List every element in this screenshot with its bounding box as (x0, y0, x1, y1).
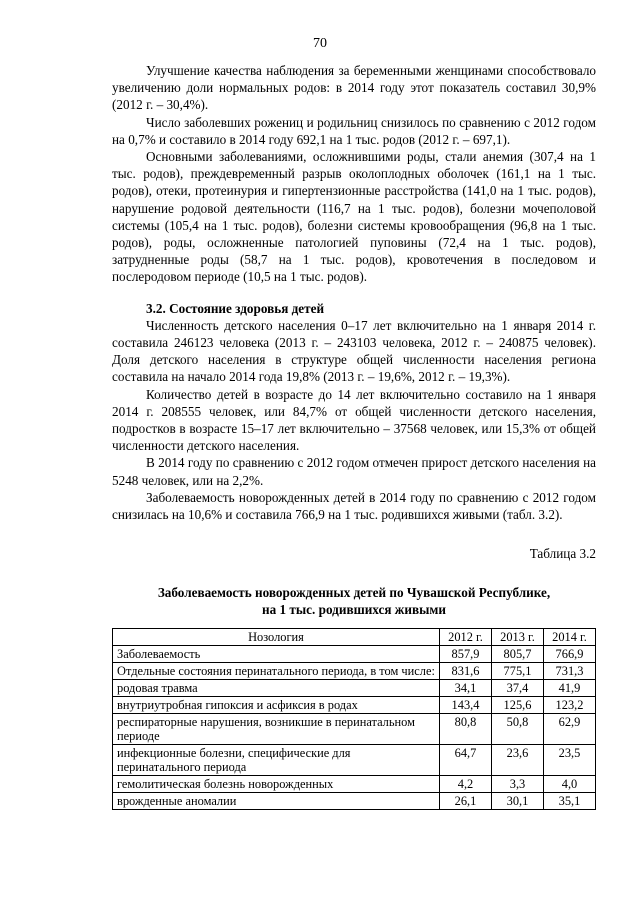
table-row (113, 793, 596, 810)
column-header-2012: 2012 г. (440, 629, 492, 646)
cell-value: 125,6 (492, 697, 544, 714)
table-title-line: Заболеваемость новорожденных детей по Чувашской Республике, (157, 585, 551, 601)
morbidity-table (112, 628, 596, 810)
table-caption: Таблица 3.2 (529, 546, 596, 562)
table-row (113, 646, 596, 663)
table-row (113, 745, 596, 776)
table-row (113, 663, 596, 680)
cell-value: 4,0 (544, 776, 596, 793)
cell-value: 123,2 (544, 697, 596, 714)
paragraph: Количество детей в возрасте до 14 лет включительно составило на 1 января 2014 г. 208555 человек, или 84,7% от общей численности детского населения, подростков в возрасте 15–17 лет включительно – 37568 человек, или 15,3% от общей численности детского населения. (112, 386, 596, 454)
cell-nosology: Отдельные состояния перинатального периода, в том числе: (113, 663, 440, 680)
column-header-2013: 2013 г. (492, 629, 544, 646)
paragraph: Улучшение качества наблюдения за беременными женщинами способствовало увеличению доли нормальных родов: в 2014 году этот показатель составил 30,9% (2012 г. – 30,4%). (112, 63, 596, 113)
table-row (113, 776, 596, 793)
cell-value: 4,2 (440, 776, 492, 793)
cell-value: 831,6 (440, 663, 492, 680)
paragraph: В 2014 году по сравнению с 2012 годом отмечен прирост детского населения на 5248 человек, или на 2,2%. (112, 455, 596, 488)
cell-value: 50,8 (492, 714, 544, 745)
column-header-2014: 2014 г. (544, 629, 596, 646)
cell-value: 775,1 (492, 663, 544, 680)
paragraph: Заболеваемость новорожденных детей в 2014 году по сравнению с 2012 годом снизилась на 10,6% и составила 766,9 на 1 тыс. родившихся живыми (табл. 3.2). (112, 489, 596, 523)
table-title (112, 584, 596, 618)
paragraph: Число заболевших рожениц и родильниц снизилось по сравнению с 2012 годом на 0,7% и составило в 2014 году 692,1 на 1 тыс. родов (2012 г. – 697,1). (112, 114, 596, 147)
document-body (112, 62, 596, 810)
cell-value: 34,1 (440, 680, 492, 697)
cell-nosology: гемолитическая болезнь новорожденных (113, 776, 440, 793)
cell-nosology: врожденные аномалии (113, 793, 440, 810)
cell-value: 23,5 (544, 745, 596, 776)
cell-value: 731,3 (544, 663, 596, 680)
cell-nosology: Заболеваемость (113, 646, 440, 663)
cell-nosology: респираторные нарушения, возникшие в перинатальном периоде (113, 714, 440, 745)
cell-value: 37,4 (492, 680, 544, 697)
cell-value: 62,9 (544, 714, 596, 745)
cell-value: 805,7 (492, 646, 544, 663)
cell-value: 857,9 (440, 646, 492, 663)
cell-value: 30,1 (492, 793, 544, 810)
cell-value: 766,9 (544, 646, 596, 663)
cell-value: 41,9 (544, 680, 596, 697)
cell-value: 26,1 (440, 793, 492, 810)
cell-value: 3,3 (492, 776, 544, 793)
cell-nosology: родовая травма (113, 680, 440, 697)
cell-value: 23,6 (492, 745, 544, 776)
paragraph: Основными заболеваниями, осложнившими роды, стали анемия (307,4 на 1 тыс. родов), преждевременный разрыв околоплодных оболочек (161,1 на 1 тыс. родов), отеки, протеинурия и гипертензионные расстройства (141,0 на 1 тыс. родов), нарушение родовой деятельности (116,7 на 1 тыс. родов), болезни мочеполовой системы (105,4 на 1 тыс. родов), болезни системы кровообращения (96,8 на 1 тыс. родов), роды, осложненные патологией пуповины (72,4 на 1 тыс. родов), затрудненные роды (58,7 на 1 тыс. родов), кровотечения в последовом и послеродовом периоде (10,5 на 1 тыс. родов). (112, 149, 596, 285)
section-heading: 3.2. Состояние здоровья детей (146, 300, 325, 316)
cell-value: 80,8 (440, 714, 492, 745)
table-title-line: на 1 тыс. родившихся живыми (262, 602, 446, 618)
column-header-nosology: Нозология (113, 629, 440, 646)
table-row (113, 714, 596, 745)
table-header-row (113, 629, 596, 646)
cell-nosology: инфекционные болезни, специфические для перинатального периода (113, 745, 440, 776)
table-row (113, 697, 596, 714)
cell-nosology: внутриутробная гипоксия и асфиксия в родах (113, 697, 440, 714)
paragraph: Численность детского населения 0–17 лет включительно на 1 января 2014 г. составила 246123 человека (2013 г. – 243103 человека, 2012 г. – 240875 человек). Доля детского населения в структуре общей численности населения региона составила на начало 2014 года 19,8% (2013 г. – 19,6%, 2012 г. – 19,3%). (112, 317, 596, 385)
page-number: 70 (313, 36, 327, 51)
table-row (113, 680, 596, 697)
cell-value: 35,1 (544, 793, 596, 810)
cell-value: 143,4 (440, 697, 492, 714)
cell-value: 64,7 (440, 745, 492, 776)
